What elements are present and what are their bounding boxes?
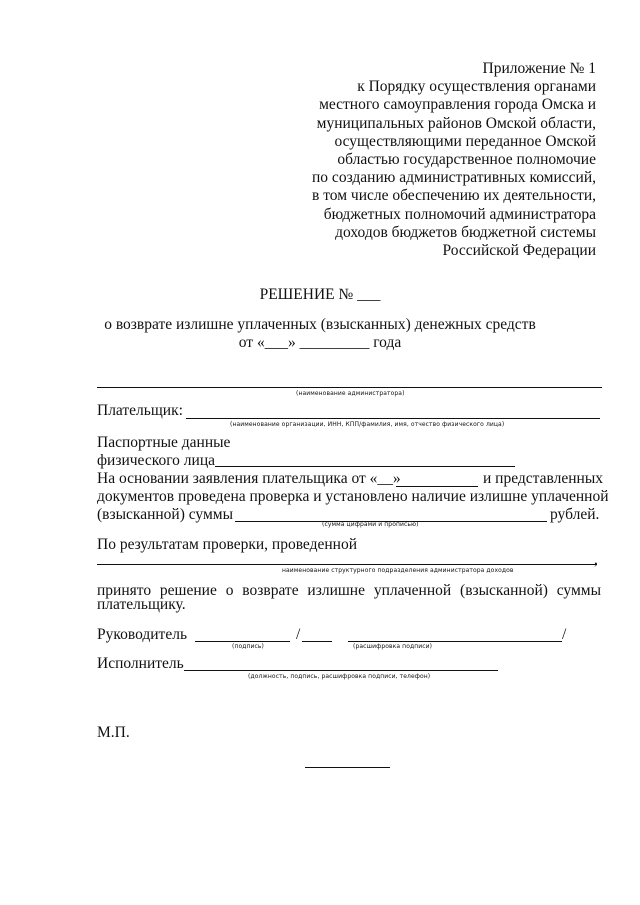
passport-label-1: Паспортные данные xyxy=(97,434,231,451)
payer-caption: (наименование организации, ИНН, КПП/фамилия, имя, отчество физического лица) xyxy=(230,421,505,428)
head-signature-line[interactable] xyxy=(195,641,290,642)
passport-label-2: физического лица xyxy=(97,452,215,469)
division-caption: наименование структурного подразделения администратора доходов xyxy=(282,567,514,574)
appendix-line: областью государственное полномочие xyxy=(337,151,596,169)
decision-title: РЕШЕНИЕ № ___ xyxy=(259,286,381,303)
admin-name-line[interactable] xyxy=(97,387,602,388)
stamp-label: М.П. xyxy=(97,724,130,741)
head-decode-line[interactable] xyxy=(348,641,562,642)
executor-caption: (должность, подпись, расшифровка подписи, телефон) xyxy=(248,673,431,680)
check-label: По результатам проверки, проведенной xyxy=(97,536,358,553)
passport-line[interactable] xyxy=(215,466,515,467)
amount-caption: (сумма цифрами и прописью) xyxy=(322,521,419,528)
appendix-line: доходов бюджетов бюджетной системы xyxy=(335,223,596,241)
appendix-line: Российской Федерации xyxy=(442,242,596,260)
appendix-line: бюджетных полномочий администратора xyxy=(323,205,596,223)
decision-date-line: от «___» _________ года xyxy=(238,334,402,351)
basis-line-1a: На основании заявления плательщика от «__» xyxy=(97,470,401,487)
division-line-comma: , xyxy=(594,551,598,568)
admin-caption: (наименование администратора) xyxy=(296,390,405,397)
basis-line-2: документов проведена проверка и установлено наличие излишне уплаченной xyxy=(97,488,609,505)
head-label: Руководитель xyxy=(97,626,188,643)
head-slash-1: / xyxy=(296,626,301,643)
appendix-line: муниципальных районов Омской области, xyxy=(316,114,596,132)
head-signature-line-2[interactable] xyxy=(302,641,332,642)
payer-line[interactable] xyxy=(186,418,600,419)
appendix-header xyxy=(266,60,596,260)
head-slash-2: / xyxy=(562,626,567,643)
appendix-line: в том числе обеспечению их деятельности, xyxy=(312,187,596,205)
appendix-line: Приложение № 1 xyxy=(482,60,596,77)
result-line-2: плательщику. xyxy=(97,596,186,613)
basis-line-1b: и представленных xyxy=(483,470,603,487)
payer-label: Плательщик: xyxy=(97,402,183,419)
division-line[interactable] xyxy=(97,564,597,565)
executor-line[interactable] xyxy=(184,670,498,671)
appendix-line: по созданию административных комиссий, xyxy=(312,169,596,187)
decision-subtitle: о возврате излишне уплаченных (взысканных) денежных средств xyxy=(104,316,536,333)
appendix-line: к Порядку осуществления органами xyxy=(357,78,596,96)
result-line-1: принято решение о возврате излишне уплаченной (взысканной) суммы xyxy=(97,582,601,599)
basis-line-3b: рублей. xyxy=(550,506,600,523)
executor-label: Исполнитель xyxy=(97,655,184,672)
basis-line-3a: (взысканной) суммы xyxy=(97,506,233,523)
appendix-line: осуществляющими переданное Омской xyxy=(334,132,596,150)
footer-separator xyxy=(305,767,390,768)
appendix-line: местного самоуправления города Омска и xyxy=(319,96,596,114)
application-date-line[interactable] xyxy=(396,486,478,487)
signature-caption: (подпись) xyxy=(232,643,264,650)
signature-decode-caption: (расшифровка подписи) xyxy=(353,643,433,650)
